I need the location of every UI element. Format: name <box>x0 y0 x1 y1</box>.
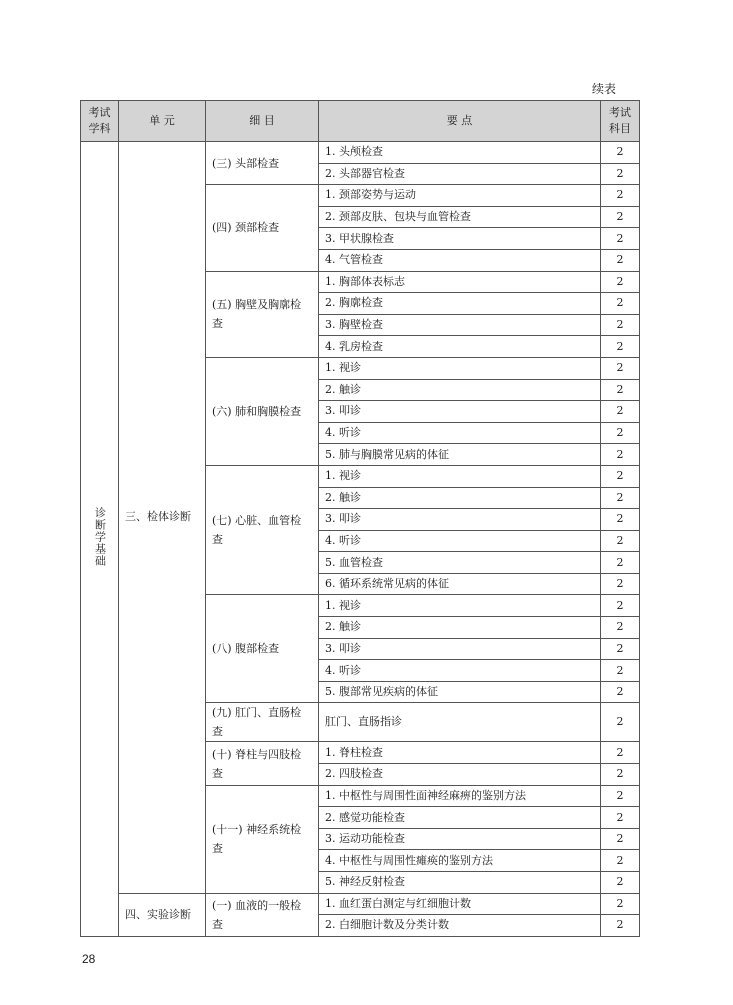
point-cell: 3. 胸壁检查 <box>319 314 601 336</box>
level-cell: 2 <box>601 336 640 358</box>
level-cell: 2 <box>601 660 640 682</box>
level-cell: 2 <box>601 785 640 807</box>
level-cell: 2 <box>601 314 640 336</box>
item-cell: (四) 颈部检查 <box>206 185 319 271</box>
unit-cell: 四、实验诊断 <box>119 893 206 936</box>
syllabus-table <box>80 100 640 937</box>
level-cell: 2 <box>601 422 640 444</box>
continued-label: 续表 <box>592 82 617 96</box>
table-row <box>81 142 640 164</box>
point-cell: 5. 腹部常见疾病的体征 <box>319 681 601 703</box>
point-cell: 2. 触诊 <box>319 617 601 639</box>
point-cell: 2. 感觉功能检查 <box>319 807 601 829</box>
level-cell: 2 <box>601 828 640 850</box>
point-cell: 1. 视诊 <box>319 465 601 487</box>
level-cell: 2 <box>601 379 640 401</box>
level-cell: 2 <box>601 893 640 915</box>
level-cell: 2 <box>601 228 640 250</box>
point-cell: 6. 循环系统常见病的体征 <box>319 573 601 595</box>
point-cell: 5. 神经反射检查 <box>319 872 601 894</box>
level-cell: 2 <box>601 465 640 487</box>
level-cell: 2 <box>601 401 640 423</box>
header-unit: 单 元 <box>119 101 206 142</box>
point-cell: 4. 听诊 <box>319 660 601 682</box>
level-cell: 2 <box>601 742 640 764</box>
item-cell: (八) 腹部检查 <box>206 595 319 703</box>
level-cell: 2 <box>601 293 640 315</box>
point-cell: 4. 听诊 <box>319 530 601 552</box>
point-cell: 1. 中枢性与周围性面神经麻痹的鉴别方法 <box>319 785 601 807</box>
point-cell: 肛门、直肠指诊 <box>319 703 601 742</box>
level-cell: 2 <box>601 638 640 660</box>
point-cell: 3. 甲状腺检查 <box>319 228 601 250</box>
header-subject: 考试学科 <box>81 101 119 142</box>
item-cell: (十) 脊柱与四肢检查 <box>206 742 319 785</box>
point-cell: 2. 四肢检查 <box>319 764 601 786</box>
point-cell: 4. 中枢性与周围性瘫痪的鉴别方法 <box>319 850 601 872</box>
level-cell: 2 <box>601 915 640 937</box>
header-level: 考试科目 <box>601 101 640 142</box>
level-cell: 2 <box>601 163 640 185</box>
level-cell: 2 <box>601 249 640 271</box>
point-cell: 3. 运动功能检查 <box>319 828 601 850</box>
point-cell: 1. 脊柱检查 <box>319 742 601 764</box>
page-number: 28 <box>82 952 96 966</box>
level-cell: 2 <box>601 206 640 228</box>
level-cell: 2 <box>601 573 640 595</box>
unit-cell: 三、检体诊断 <box>119 142 206 894</box>
level-cell: 2 <box>601 872 640 894</box>
item-cell: (六) 肺和胸膜检查 <box>206 357 319 465</box>
point-cell: 1. 头颅检查 <box>319 142 601 164</box>
header-points: 要 点 <box>319 101 601 142</box>
level-cell: 2 <box>601 764 640 786</box>
table-header-row <box>81 101 640 142</box>
level-cell: 2 <box>601 807 640 829</box>
point-cell: 1. 颈部姿势与运动 <box>319 185 601 207</box>
item-cell: (七) 心脏、血管检查 <box>206 465 319 595</box>
level-cell: 2 <box>601 509 640 531</box>
item-cell: (一) 血液的一般检查 <box>206 893 319 936</box>
level-cell: 2 <box>601 142 640 164</box>
level-cell: 2 <box>601 850 640 872</box>
point-cell: 2. 胸廓检查 <box>319 293 601 315</box>
level-cell: 2 <box>601 530 640 552</box>
table-row <box>81 893 640 915</box>
level-cell: 2 <box>601 681 640 703</box>
level-cell: 2 <box>601 595 640 617</box>
item-cell: (九) 肛门、直肠检查 <box>206 703 319 742</box>
point-cell: 1. 视诊 <box>319 595 601 617</box>
item-cell: (十一) 神经系统检查 <box>206 785 319 893</box>
point-cell: 2. 颈部皮肤、包块与血管检查 <box>319 206 601 228</box>
point-cell: 2. 触诊 <box>319 487 601 509</box>
point-cell: 1. 视诊 <box>319 357 601 379</box>
point-cell: 2. 头部器官检查 <box>319 163 601 185</box>
level-cell: 2 <box>601 271 640 293</box>
header-item: 细 目 <box>206 101 319 142</box>
item-cell: (三) 头部检查 <box>206 142 319 185</box>
table-body <box>81 142 640 937</box>
point-cell: 4. 气管检查 <box>319 249 601 271</box>
point-cell: 5. 肺与胸膜常见病的体征 <box>319 444 601 466</box>
level-cell: 2 <box>601 617 640 639</box>
point-cell: 1. 胸部体表标志 <box>319 271 601 293</box>
point-cell: 3. 叩诊 <box>319 509 601 531</box>
level-cell: 2 <box>601 444 640 466</box>
level-cell: 2 <box>601 357 640 379</box>
level-cell: 2 <box>601 552 640 574</box>
point-cell: 4. 乳房检查 <box>319 336 601 358</box>
level-cell: 2 <box>601 185 640 207</box>
level-cell: 2 <box>601 703 640 742</box>
point-cell: 4. 听诊 <box>319 422 601 444</box>
point-cell: 2. 白细胞计数及分类计数 <box>319 915 601 937</box>
point-cell: 3. 叩诊 <box>319 638 601 660</box>
subject-label: 诊断学基础 <box>93 506 107 567</box>
level-cell: 2 <box>601 487 640 509</box>
item-cell: (五) 胸壁及胸廓检查 <box>206 271 319 357</box>
subject-cell <box>81 142 119 937</box>
point-cell: 1. 血红蛋白测定与红细胞计数 <box>319 893 601 915</box>
point-cell: 3. 叩诊 <box>319 401 601 423</box>
point-cell: 5. 血管检查 <box>319 552 601 574</box>
point-cell: 2. 触诊 <box>319 379 601 401</box>
